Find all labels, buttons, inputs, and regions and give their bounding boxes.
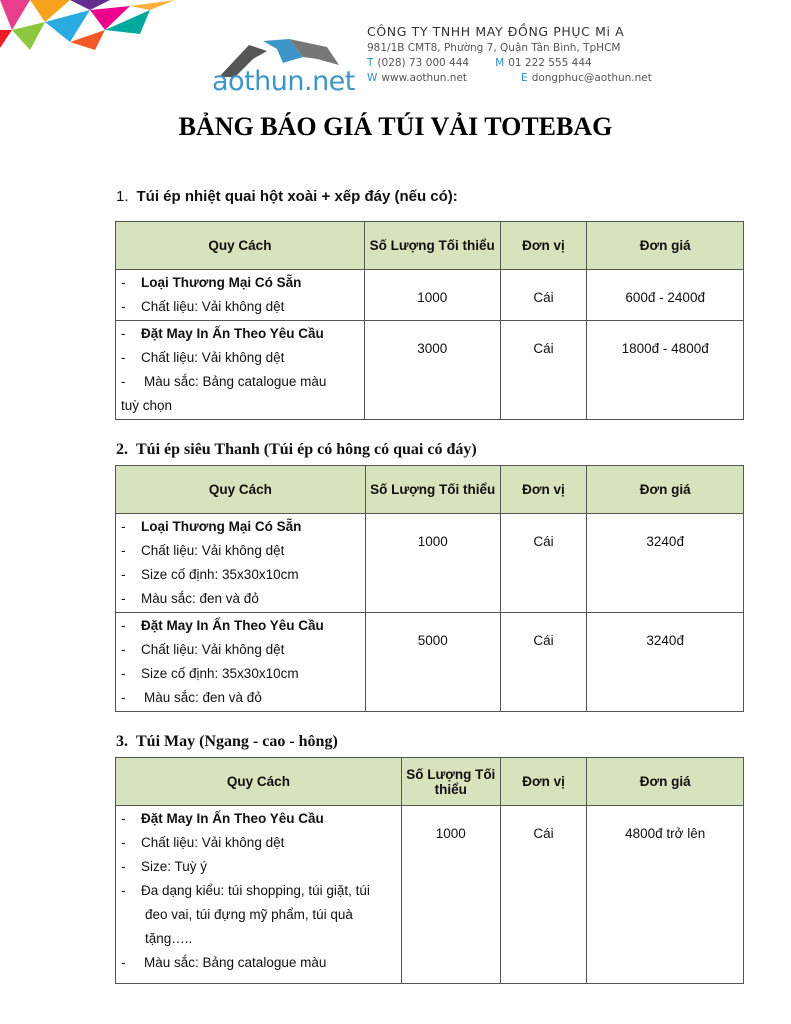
col-header-spec: Quy Cách: [116, 222, 365, 270]
web-label: W: [367, 72, 378, 84]
list-item: - Chất liệu: Vải không dệt: [121, 642, 285, 657]
phone-label: T: [367, 57, 374, 69]
list-item: - Chất liệu: Vải không dệt: [121, 835, 285, 850]
section-2-heading: 2. Túi ép siêu Thanh (Túi ép có hông có quai có đáy): [116, 441, 477, 458]
spec-cell: [116, 806, 402, 984]
col-header-qty: Số Lượng Tối thiểu: [365, 466, 500, 514]
list-item: - Màu sắc: đen và đỏ: [121, 591, 259, 606]
list-item: - Đặt May In Ấn Theo Yêu Cầu: [121, 618, 324, 633]
list-item: - Chất liệu: Vải không dệt: [121, 350, 285, 365]
list-item: - Loại Thương Mại Có Sẵn: [121, 275, 302, 290]
list-item: - Đặt May In Ấn Theo Yêu Cầu: [121, 811, 324, 826]
price-cell: 1800đ - 4800đ: [587, 321, 744, 420]
unit-cell: Cái: [500, 514, 587, 613]
price-cell: 600đ - 2400đ: [587, 270, 744, 321]
table-row: [116, 270, 744, 321]
col-header-unit: Đơn vị: [500, 758, 587, 806]
col-header-unit: Đơn vị: [500, 222, 587, 270]
mobile: 01 222 555 444: [508, 57, 592, 69]
brand-name: aothun.net: [212, 66, 355, 97]
company-address: 981/1B CMT8, Phường 7, Quận Tân Bình, TpHCM: [367, 42, 621, 54]
unit-cell: Cái: [500, 321, 587, 420]
price-table-1: [115, 221, 744, 420]
table-row: [116, 806, 744, 984]
col-header-price: Đơn giá: [587, 222, 744, 270]
qty-cell: 1000: [364, 270, 500, 321]
list-item-continuation: đeo vai, túi đựng mỹ phẩm, túi quà: [145, 907, 353, 922]
price-table-2: [115, 465, 744, 712]
qty-cell: 5000: [365, 613, 500, 712]
unit-cell: Cái: [500, 270, 587, 321]
list-item: - Màu sắc: Bảng catalogue màu: [121, 955, 327, 970]
spec-cell: [116, 514, 366, 613]
price-cell: 3240đ: [587, 514, 744, 613]
list-item: - Loại Thương Mại Có Sẵn: [121, 519, 302, 534]
mobile-label: M: [495, 57, 505, 69]
email-link[interactable]: dongphuc@aothun.net: [531, 72, 652, 84]
table-row: [116, 613, 744, 712]
col-header-price: Đơn giá: [587, 758, 744, 806]
price-cell: 4800đ trở lên: [587, 806, 744, 984]
table-row: [116, 321, 744, 420]
qty-cell: 3000: [364, 321, 500, 420]
website-link[interactable]: www.aothun.net: [381, 72, 468, 84]
list-item: - Màu sắc: đen và đỏ: [121, 690, 262, 705]
section-3-heading: 3. Túi May (Ngang - cao - hông): [116, 733, 338, 750]
table-row: [116, 514, 744, 613]
list-item: - Chất liệu: Vải không dệt: [121, 543, 285, 558]
decorative-triangles: [0, 0, 200, 60]
phone: (028) 73 000 444: [377, 57, 470, 69]
email-label: E: [521, 72, 528, 84]
list-item: - Chất liệu: Vải không dệt: [121, 299, 285, 314]
list-item: - Đặt May In Ấn Theo Yêu Cầu: [121, 326, 324, 341]
list-item-continuation: tuỳ chọn: [121, 398, 173, 413]
qty-cell: 1000: [401, 806, 500, 984]
col-header-qty: Số Lượng Tối thiểu: [401, 758, 500, 806]
list-item-continuation: tặng…..: [145, 931, 193, 946]
col-header-qty: Số Lượng Tối thiểu: [364, 222, 500, 270]
list-item: - Màu sắc: Bảng catalogue màu: [121, 374, 327, 389]
page-title: BẢNG BÁO GIÁ TÚI VẢI TOTEBAG: [178, 112, 613, 141]
list-item: - Size cố định: 35x30x10cm: [121, 666, 299, 681]
contact-phones: [367, 57, 652, 69]
list-item: - Đa dạng kiểu: túi shopping, túi giặt, túi: [121, 883, 370, 898]
price-cell: 3240đ: [587, 613, 744, 712]
col-header-spec: Quy Cách: [116, 758, 402, 806]
company-info: [367, 24, 652, 84]
spec-cell: [116, 613, 366, 712]
section-1-heading: 1. Túi ép nhiệt quai hột xoài + xếp đáy (nếu có):: [116, 188, 458, 205]
spec-cell: [116, 321, 365, 420]
col-header-unit: Đơn vị: [500, 466, 587, 514]
qty-cell: 1000: [365, 514, 500, 613]
price-table-3: [115, 757, 744, 984]
contact-web: [367, 72, 652, 84]
unit-cell: Cái: [500, 613, 587, 712]
unit-cell: Cái: [500, 806, 587, 984]
spec-cell: [116, 270, 365, 321]
list-item: - Size: Tuỳ ý: [121, 859, 208, 874]
col-header-price: Đơn giá: [587, 466, 744, 514]
col-header-spec: Quy Cách: [116, 466, 366, 514]
company-name: CÔNG TY TNHH MAY ĐỒNG PHỤC Mi A: [367, 24, 625, 39]
list-item: - Size cố định: 35x30x10cm: [121, 567, 299, 582]
